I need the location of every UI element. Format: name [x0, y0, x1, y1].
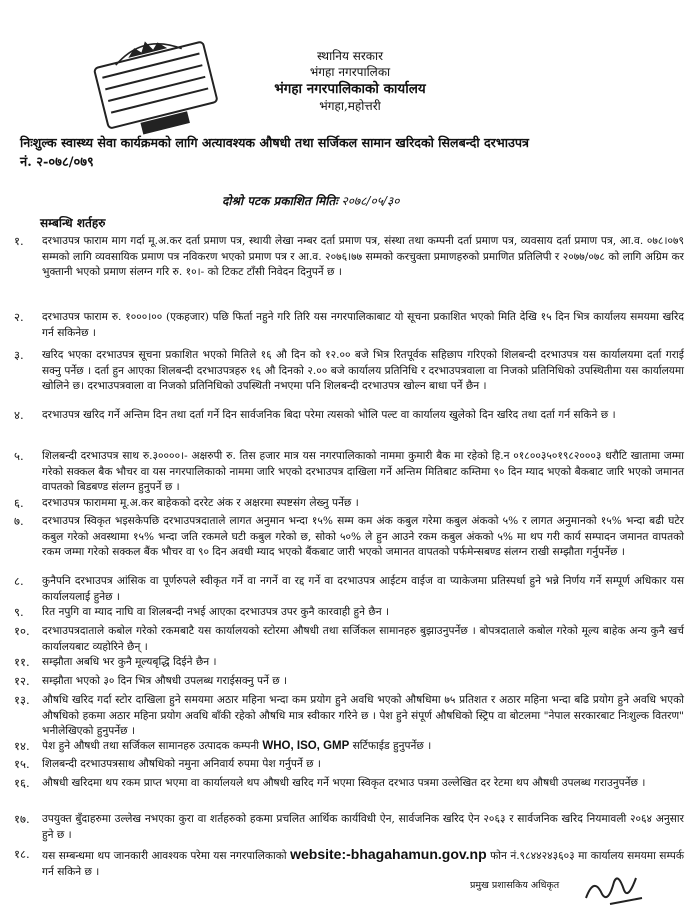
- term-number: ४.: [14, 408, 24, 422]
- term-text-part: दरभाउपत्र फाराम रु. १०००।०० (एकहजार) पछि फिर्ता नहुने गरि तिरि यस नगरपालिकाबाट यो सूचना प्रकाशित भएको मिति देखि १५ दिन भित्र कार्यालय समयमा खरिद गर्न सकिनेछ ।: [42, 311, 684, 339]
- header-local-government: स्थानिय सरकार: [317, 49, 383, 63]
- term-text: [42, 605, 684, 621]
- header-municipality: भंगहा नगरपालिका: [309, 65, 391, 79]
- term-text-part: दरभाउपत्र खरिद गर्ने अन्तिम दिन तथा दर्ता गर्ने दिन सार्वजनिक बिदा परेमा त्यसको भोलि पल्ट वा कार्यालय खुलेको दिन खरिद तथा दर्ता गर्न सकिने छ ।: [42, 409, 616, 421]
- term-text: [42, 655, 684, 671]
- term-number: ३.: [14, 348, 24, 362]
- published-date-line: [222, 193, 399, 209]
- term-text-part: औषधी खरिदमा थप रकम प्राप्त भएमा वा कार्यालयले थप औषधी खरिद गर्ने भएमा स्विकृत दरभाउ पत्रमा उल्लेखित दर रेटमा थप औषधी उपलब्ध गराउनुपर्नेछ ।: [42, 777, 646, 789]
- term-number: ६.: [14, 496, 24, 510]
- term-text: [42, 739, 684, 755]
- term-number: १८.: [14, 847, 30, 861]
- term-text: [42, 234, 684, 281]
- handwritten-signature: [580, 868, 650, 910]
- term-number: १०.: [14, 624, 30, 638]
- term-text-part: खरिद भएका दरभाउपत्र सूचना प्रकाशित भएको मितिले १६ औ दिन को १२.०० बजे भित्र रितपूर्वक सहिछाप गरिएको शिलबन्दी दरभाउपत्र यस कार्यालयमा दर्ता गराई सक्नु पर्नेछ । दर्ता हुन आएका शिलबन्दी दरभाउपत्रहरु १६ औ दिनको २.०० बजे कार्यालय प्रतिनिधि र दरभाउपत्रवाला वा निजको प्रतिनिधिको उपस्थितीमा यस कार्यालयमा खोलिने छ। दरभाउपत्रवाला वा निजको प्रतिनिधिको उपस्थिती नभएमा पनि शिलबन्दी दरभाउपत्र खोल्न बाधा पर्ने छैन ।: [42, 349, 684, 392]
- term-number: १३.: [14, 693, 30, 707]
- term-number: १६.: [14, 776, 30, 790]
- term-number: ७.: [14, 514, 24, 528]
- term-number: ५.: [14, 449, 24, 463]
- term-text-part: सम्झौता अबधि भर कुनै मूल्यबृद्धि दिईने छैन ।: [42, 656, 217, 668]
- term-text-part: उपयुक्त बुँदाहरुमा उल्लेख नभएका कुरा वा शर्तहरुको हकमा प्रचलित आर्थिक कार्यविधी ऐन, सार्वजनिक खरिद ऐन २०६३ र सार्वजनिक खरिद नियमावली २०६४ अनुसार हुने छ ।: [42, 813, 684, 841]
- term-number: ११.: [14, 655, 30, 669]
- term-text: [42, 514, 684, 561]
- term-text-part: शिलबन्दी दरभाउपत्र साथ रु.३००००।- अक्षरुपी रु. तिस हजार मात्र यस नगरपालिकाको नाममा कुमारी बैक मा रहेको हि.न ०१८००३५०१९८२०००३ धरौटि खातामा जम्मा गरेको सक्कल बैक भौचर वा यस नगरपालिकाको नाममा जारि भएको दरभाउपत्र दाखिला गर्ने अन्तिम मितिबाट कम्तिमा ९० दिन म्याद भएको बैकबाट जारि भएको जमानत वापतको बिडबण्ड संलग्न हुनुपर्ने छ ।: [42, 450, 684, 493]
- term-text: [42, 674, 684, 690]
- term-text: [42, 624, 684, 655]
- term-text-part: यस सम्बन्धमा थप जानकारी आवश्यक परेमा यस नगरपालिकाको: [42, 850, 291, 862]
- term-text: [42, 408, 684, 424]
- signatory-title: प्रमुख प्रशासकिय अधिकृत: [470, 880, 560, 891]
- term-number: ८.: [14, 574, 24, 588]
- term-text-part: सम्झौता भएको ३० दिन भित्र औषधी उपलब्ध गराईसक्नु पर्ने छ ।: [42, 675, 288, 687]
- term-text: [42, 693, 684, 740]
- term-number: १७.: [14, 812, 30, 826]
- term-text: [42, 757, 684, 773]
- certification-names: WHO, ISO, GMP: [262, 740, 350, 752]
- term-text-part: दरभाउपत्र फाराम माग गर्दा मू.अ.कर दर्ता प्रमाण पत्र, स्थायी लेखा नम्बर दर्ता प्रमाण पत्र, संस्था तथा कम्पनी दर्ता प्रमाण पत्र, व्यवसाय दर्ता प्रमाण पत्र, आ.व. ०७८।०७९ सम्मको लागि व्यवसायिक प्रमाण पत्र नविकरण भएको प्रमाण पत्र र आ.व. २०७६।७७ सम्मको करचुक्ता प्रमाणहरुको प्रमाणित प्रतिलिपी र २०७७/०७८ को लागि अग्रिम कर भुक्तानी भएको प्रमाण संलग्न गरि रु. १०।- को टिकट टाँसी निवेदन दिनुपर्ने छ ।: [42, 235, 684, 278]
- header-office-name: भंगहा नगरपालिकाको कार्यालय: [274, 81, 426, 97]
- term-text: [42, 574, 684, 605]
- term-text: [42, 310, 684, 341]
- term-text-part: रित नपुगि वा म्याद नाघि वा शिलबन्दी नभई आएका दरभाउपत्र उपर कुनै कारवाही हुने छैन ।: [42, 606, 390, 618]
- term-number: १४.: [14, 739, 30, 753]
- term-text-part: फोन नं.९८४४२४३६०३ मा कार्यालय समयमा सम्पर्क गर्न सकिने छ ।: [42, 850, 684, 878]
- term-number: २.: [14, 310, 24, 324]
- notice-title: निःशुल्क स्वास्थ्य सेवा कार्यक्रमको लागि अत्यावश्यक औषधी तथा सर्जिकल सामान खरिदको सिलबन्दी दरभाउपत्र: [20, 135, 529, 150]
- term-number: १.: [14, 234, 24, 248]
- term-text: [42, 776, 684, 792]
- term-text-part: पेश हुने औषधी तथा सर्जिकल सामानहरु उत्पादक कम्पनी: [42, 740, 263, 752]
- term-text: [42, 496, 684, 512]
- term-text-part: सर्टिफाईड हुनुपर्नेछ ।: [349, 740, 432, 752]
- term-text: [42, 449, 684, 496]
- term-text: [42, 812, 684, 843]
- notice-number: नं. २-०७८/०७९: [20, 155, 94, 170]
- published-date: २०७८/०५/३०: [341, 194, 400, 208]
- published-label: दोश्रो पटक प्रकाशित मितिः: [222, 194, 338, 208]
- term-text-part: कुनैपनि दरभाउपत्र आंसिक वा पूर्णरुपले स्वीकृत गर्ने वा नगर्ने वा रद्द गर्ने वा दरभाउपत्र आईटम वाईज वा प्याकेजमा प्रतिस्पर्धा हुने भन्ने निर्णय गर्ने सम्पूर्ण अधिकार यस कार्यालयलाई हुनेछ ।: [42, 575, 684, 603]
- term-text-part: दरभाउपत्रदाताले कबोल गरेको रकमबाटै यस कार्यालयको स्टोरमा औषधी तथा सर्जिकल सामानहरु बुझाउनुपर्नेछ । बोपत्रदाताले कबोल गरेको मूल्य बाहेक अन्य कुनै खर्च कार्यालयबाट व्यहोरिने छैन् ।: [42, 625, 684, 653]
- term-text-part: शिलबन्दी दरभाउपत्रसाथ औषधिको नमुना अनिवार्य रुपमा पेश गर्नुपर्ने छ ।: [42, 758, 321, 770]
- term-number: १२.: [14, 674, 30, 688]
- term-number: ९.: [14, 605, 24, 619]
- header-address: भंगहा,महोत्तरी: [319, 99, 381, 113]
- term-text-part: दरभाउपत्र फाराममा मू.अ.कर बाहेकको दररेट अंक र अक्षरमा स्पष्टसंग लेख्नु पर्नेछ ।: [42, 497, 359, 509]
- term-text-part: औषधि खरिद गर्दा स्टोर दाखिला हुने समयमा अठार महिना भन्दा कम प्रयोग हुने अवधि भएको औषधिमा ७५ प्रतिशत र अठार महिना भन्दा बढि प्रयोग हुने अवधि भएको औषधिको हकमा अठार महिना प्रयोग अवधि बाँकी रहेको औषधि मात्र स्वीकार गरिने छ । पेश हुने संपूर्ण औषधिको स्ट्रिप वा बोटलमा "नेपाल सरकारबाट निःशुल्क वितरण" भनीलेखिएको हुनुपर्नेछ ।: [42, 694, 684, 737]
- website-address: website:-bhagahamun.gov.np: [290, 846, 487, 862]
- section-heading: सम्बन्धि शर्तहरु: [40, 216, 106, 230]
- letterhead: [200, 48, 500, 114]
- term-text-part: दरभाउपत्र स्विकृत भइसकेपछि दरभाउपत्रदाताले लागत अनुमान भन्दा १५% सम्म कम अंक कबुल गरेमा कबुल अंकको ५% र लागत अनुमानको १५% भन्दा बढी घटेर कबुल गरेको अवस्थामा १५% भन्दा जति रकमले घटी कबुल गरेको छ, सोको ५०% ले हुन आउने रकम कबुल अंकको ५% मा थप गरी कार्य सम्पादन जमानत वापतको रकम जम्मा गरेको सक्कल बैंक भौचर वा ९० दिन अवधी म्याद भएको बैंकबाट जारी भएको जमानत वापतको पर्फमेन्सबण्ड संलग्न राखी सम्झौता गर्नुपर्नेछ ।: [42, 515, 684, 558]
- term-text: [42, 348, 684, 395]
- term-number: १५.: [14, 757, 30, 771]
